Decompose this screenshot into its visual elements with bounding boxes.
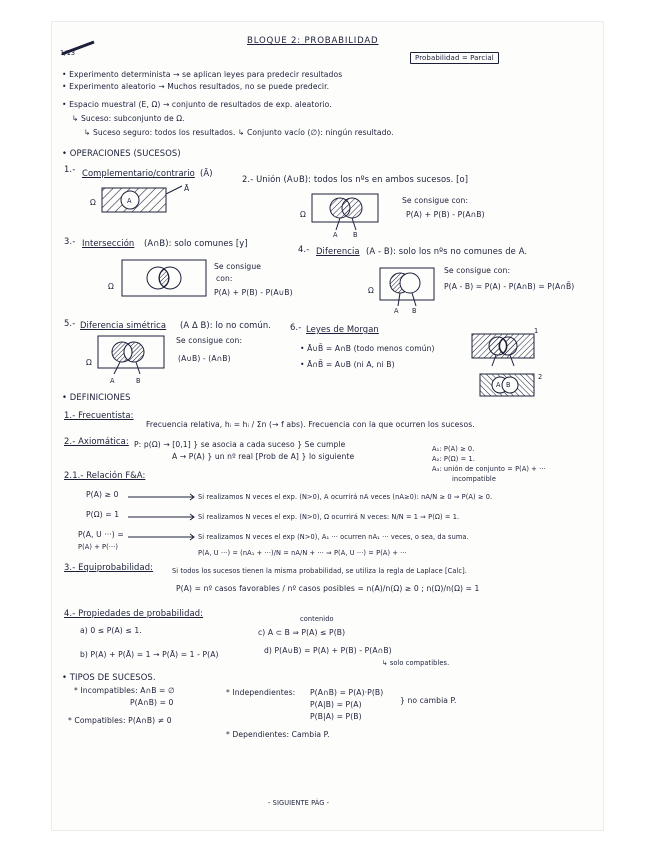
def1-label: 1.- Frecuentista: — [64, 410, 134, 420]
op5-label: Diferencia simétrica — [80, 320, 167, 330]
rel2-left: P(Ω) = 1 — [86, 510, 120, 519]
intersection-diagram — [120, 258, 212, 300]
tipos-ind-3: P(B|A) = P(B) — [310, 712, 362, 721]
complement-diagram — [100, 184, 190, 216]
propiedades-heading: 4.- Propiedades de probabilidad: — [64, 608, 204, 618]
arrow-2 — [128, 514, 198, 520]
intro-line-3: • Espacio muestral (E, Ω) → conjunto de resultados de exp. aleatorio. — [62, 100, 332, 109]
tipos-dependientes: * Dependientes: Cambia P. — [226, 730, 330, 739]
op3-note1: Se consigue — [214, 262, 262, 271]
symmetric-difference-diagram — [96, 334, 170, 384]
op3-note3: P(A) + P(B) - P(A∪B) — [214, 288, 293, 297]
op1-suffix: (Ā) — [200, 168, 213, 178]
morgan-diagram-1 — [470, 332, 542, 368]
op5-suffix: (A Δ B): lo no común. — [180, 320, 272, 330]
op5-note1: Se consigue con: — [176, 336, 243, 345]
op4-label: Diferencia — [316, 246, 360, 256]
tipos-ind-note: } no cambia P. — [400, 696, 457, 705]
op4-num: 4.- — [298, 244, 310, 254]
fig4-omega: Ω — [368, 286, 374, 295]
rel1-left: P(A) ≥ 0 — [86, 490, 119, 499]
morgan-mark-2: 2 — [538, 373, 543, 381]
fig2-label-a: A — [333, 231, 338, 239]
op3-num: 3.- — [64, 236, 76, 246]
page-title: BLOQUE 2: PROBABILIDAD — [247, 36, 379, 46]
op1-num: 1.- — [64, 164, 76, 174]
morgan-label-b: B — [506, 381, 511, 389]
def3-text: Si todos los sucesos tienen la misma probabilidad, se utiliza la regla de Laplace [Calc]. — [172, 567, 467, 575]
op5-note2: (A∪B) - (A∩B) — [178, 354, 231, 363]
intro-line-4: ↳ Suceso: subconjunto de Ω. — [72, 114, 185, 123]
tipos-incompatibles: * Incompatibles: A∩B = ∅ — [74, 686, 175, 695]
def2-text: P: p(Ω) → [0,1] } se asocia a cada suceso } Se cumple — [134, 440, 346, 449]
operaciones-heading: • OPERACIONES (SUCESOS) — [62, 148, 181, 158]
fig4-label-a: A — [394, 307, 399, 315]
definiciones-heading: • DEFINICIONES — [62, 392, 131, 402]
op2-note1: Se consigue con: — [402, 196, 469, 205]
prop-d: d) P(A∪B) = P(A) + P(B) - P(A∩B) — [264, 646, 392, 655]
subject-tag: Probabilidad = Parcial — [410, 52, 499, 64]
axiom-2: A₂: P(Ω) = 1. — [432, 455, 475, 463]
op2-label: 2.- Unión (A∪B): todos los nºs en ambos sucesos. [o] — [242, 174, 469, 184]
def1-text: Frecuencia relativa, hᵢ = hᵢ / Σn (→ f abs). Frecuencia con la que ocurren los sucesos. — [146, 420, 475, 429]
tipos-ind-1: P(A∩B) = P(A)·P(B) — [310, 688, 384, 697]
fig2-label-b: B — [353, 231, 358, 239]
fig5-label-b: B — [136, 377, 141, 385]
intro-line-5: ↳ Suceso seguro: todos los resultados. ↳ Conjunto vacío (∅): ningún resultado. — [84, 128, 394, 137]
axiom-3-note: incompatible — [452, 475, 497, 483]
tipos-independientes-label: * Independientes: — [226, 688, 296, 697]
union-diagram — [310, 192, 390, 236]
morgan-line-1: • Ā∪B̄ = A∩B (todo menos común) — [300, 344, 435, 353]
morgan-label-a: A — [496, 381, 501, 389]
fig1-label-abar: Ā — [184, 184, 190, 193]
def3-formula: P(A) = nº casos favorables / nº casos posibles = n(A)/n(Ω) ≥ 0 ; n(Ω)/n(Ω) = 1 — [176, 584, 480, 593]
rel3-left2: P(A) + P(···) — [78, 543, 119, 551]
fig1-label-a: A — [127, 197, 132, 205]
tipos-ind-2: P(A|B) = P(A) — [310, 700, 362, 709]
op5-num: 5.- — [64, 318, 76, 328]
rel3-right: Si realizamos N veces el exp (N>0), A₁ ··· ocurren nA₁ ··· veces, o sea, da suma. — [198, 533, 469, 541]
op4-suffix: (A - B): solo los nºs no comunes de A. — [366, 246, 528, 256]
arrow-1 — [128, 494, 198, 500]
axiom-3: A₃: unión de conjunto = P(A) + ··· — [432, 465, 546, 473]
op4-note2: P(A - B) = P(A) - P(A∩B) = P(A∩B̄) — [444, 282, 575, 291]
intro-line-1: • Experimento determinista → se aplican leyes para predecir resultados — [62, 70, 343, 79]
def2-label: 2.- Axiomática: — [64, 436, 129, 446]
op6-num: 6.- — [290, 322, 302, 332]
tipos-compatibles: * Compatibles: P(A∩B) ≠ 0 — [68, 716, 172, 725]
arrow-3 — [128, 534, 198, 540]
def3-label: 3.- Equiprobabilidad: — [64, 562, 154, 572]
fig5-label-a: A — [110, 377, 115, 385]
op3-label: Intersección — [82, 238, 135, 248]
op2-note2: P(A) + P(B) - P(A∩B) — [406, 210, 485, 219]
prop-d-note: ↳ solo compatibles. — [382, 659, 450, 667]
fig1-omega: Ω — [90, 198, 96, 207]
def21-label: 2.1.- Relación F&A: — [64, 470, 146, 480]
op1-label: Complementario/contrario — [82, 168, 195, 178]
difference-diagram — [378, 266, 442, 316]
page-footer: - SIGUIENTE PÁG - — [268, 799, 330, 807]
fig3-omega: Ω — [108, 282, 114, 291]
prop-c: c) A ⊂ B ⇒ P(A) ≤ P(B) — [258, 628, 346, 637]
prop-a: a) 0 ≤ P(A) ≤ 1. — [80, 626, 142, 635]
prop-b: b) P(A) + P(Ā) = 1 → P(Ā) = 1 - P(A) — [80, 650, 219, 659]
rel3-left: P(A, U ···) = — [78, 530, 124, 539]
intro-line-2: • Experimento aleatorio → Muchos resultados, no se puede predecir. — [62, 82, 330, 91]
rel1-right: Si realizamos N veces el exp. (N>0), A ocurrirá nA veces (nA≥0): nA/N ≥ 0 ⇒ P(A) ≥ 0. — [198, 493, 493, 501]
axiom-1: A₁: P(A) ≥ 0. — [432, 445, 475, 453]
op3-note2: con: — [216, 274, 233, 283]
rel2-right: Si realizamos N veces el exp. (N>0), Ω ocurrirá N veces: N/N = 1 ⇒ P(Ω) = 1. — [198, 513, 460, 521]
morgan-mark-1: 1 — [534, 327, 539, 335]
tipos-heading: • TIPOS DE SUCESOS. — [62, 672, 156, 682]
morgan-line-2: • Ā∩B̄ = A∪B (ni A, ni B) — [300, 360, 395, 369]
def2-text2: A → P(A) } un nº real [Prob de A] } lo siguiente — [172, 452, 355, 461]
fig5-omega: Ω — [86, 358, 92, 367]
prop-c-note: contenido — [300, 615, 334, 623]
op4-note1: Se consigue con: — [444, 266, 511, 275]
fig4-label-b: B — [412, 307, 417, 315]
rel3-formula: P(A, U ···) = (nA₁ + ···)/N = nA/N + ··· ⇒ P(A, U ···) = P(A) + ··· — [198, 549, 407, 557]
corner-mark: 1/13 — [60, 49, 76, 57]
op6-label: Leyes de Morgan — [306, 324, 379, 334]
op3-suffix: (A∩B): solo comunes [y] — [144, 238, 248, 248]
tipos-incompatibles-p: P(A∩B) = 0 — [130, 698, 174, 707]
fig2-omega: Ω — [300, 210, 306, 219]
